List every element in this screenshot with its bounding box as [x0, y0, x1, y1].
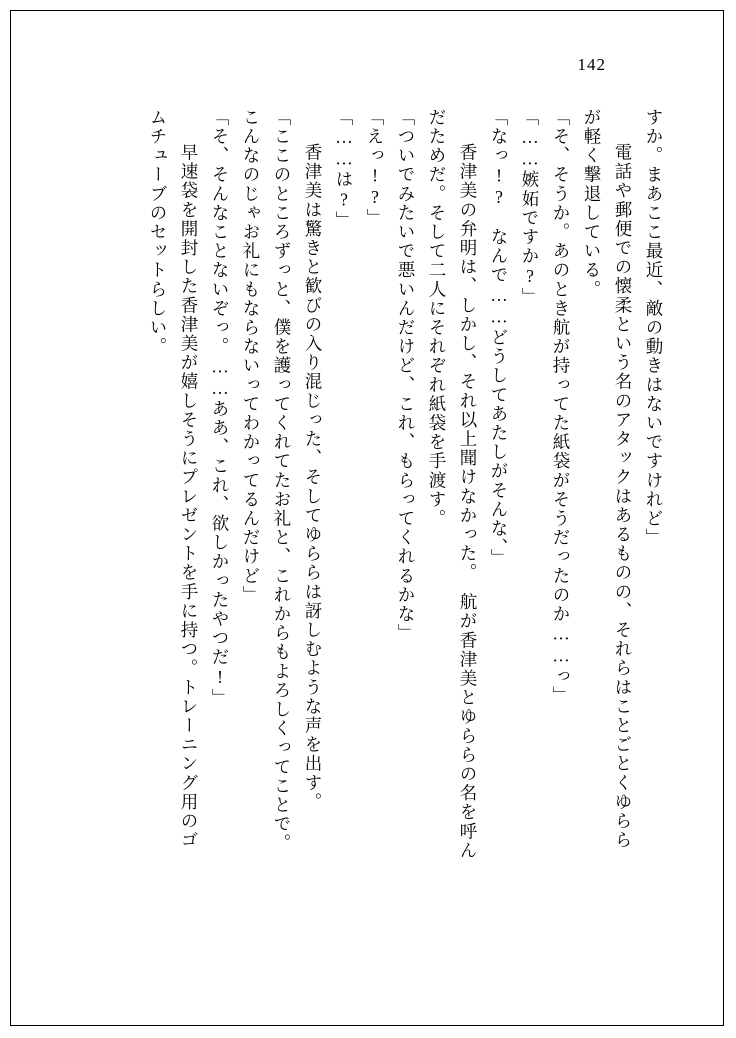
text-column: ムチューブのセットらしい。 — [148, 108, 168, 357]
text-column: が軽く撃退している。 — [582, 108, 602, 299]
text-column: 「ついでみたいで悪いんだけど、これ、もらってくれるかな」 — [396, 108, 416, 643]
text-column: 「……嫉妬ですか?」 — [520, 108, 540, 307]
text-column: 「えっ!?」 — [365, 108, 385, 228]
text-column: 「そ、そんなことないぞっ。……ああ、これ、欲しかったやつだ!」 — [210, 108, 230, 708]
vertical-text-body — [62, 108, 662, 948]
text-column: 香津美は驚きと歓びの入り混じった、そしてゆららは訝しむような声を出す。 — [303, 124, 323, 812]
text-column: こんなのじゃお礼にもならないってわかってるんだけど」 — [241, 108, 261, 605]
text-column: だためだ。そして二人にそれぞれ紙袋を手渡す。 — [427, 108, 447, 529]
text-column: 香津美の弁明は、しかし、それ以上聞けなかった。 航が香津美とゆららの名を呼ん — [458, 124, 478, 861]
text-column: 「ここのところずっと、僕を護ってくれてたお礼と、これからもよろしくってことで。 — [272, 108, 292, 853]
text-column: 「なっ!? なんで……どうしてあたしがそんな、」 — [489, 108, 509, 568]
page-number: 142 — [577, 55, 606, 74]
text-column: すか。まあここ最近、敵の動きはないですけれど」 — [644, 108, 664, 548]
text-column: 電話や郵便での懐柔という名のアタックはあるものの、それらはことごとくゆらら — [613, 124, 633, 850]
text-column: 早速袋を開封した香津美が嬉しそうにプレゼントを手に持つ。トレーニング用のゴ — [179, 124, 199, 850]
text-column: 「……は?」 — [334, 108, 354, 231]
text-column: 「そ、そうか。あのとき航が持ってた紙袋がそうだったのか……っ」 — [551, 108, 571, 706]
